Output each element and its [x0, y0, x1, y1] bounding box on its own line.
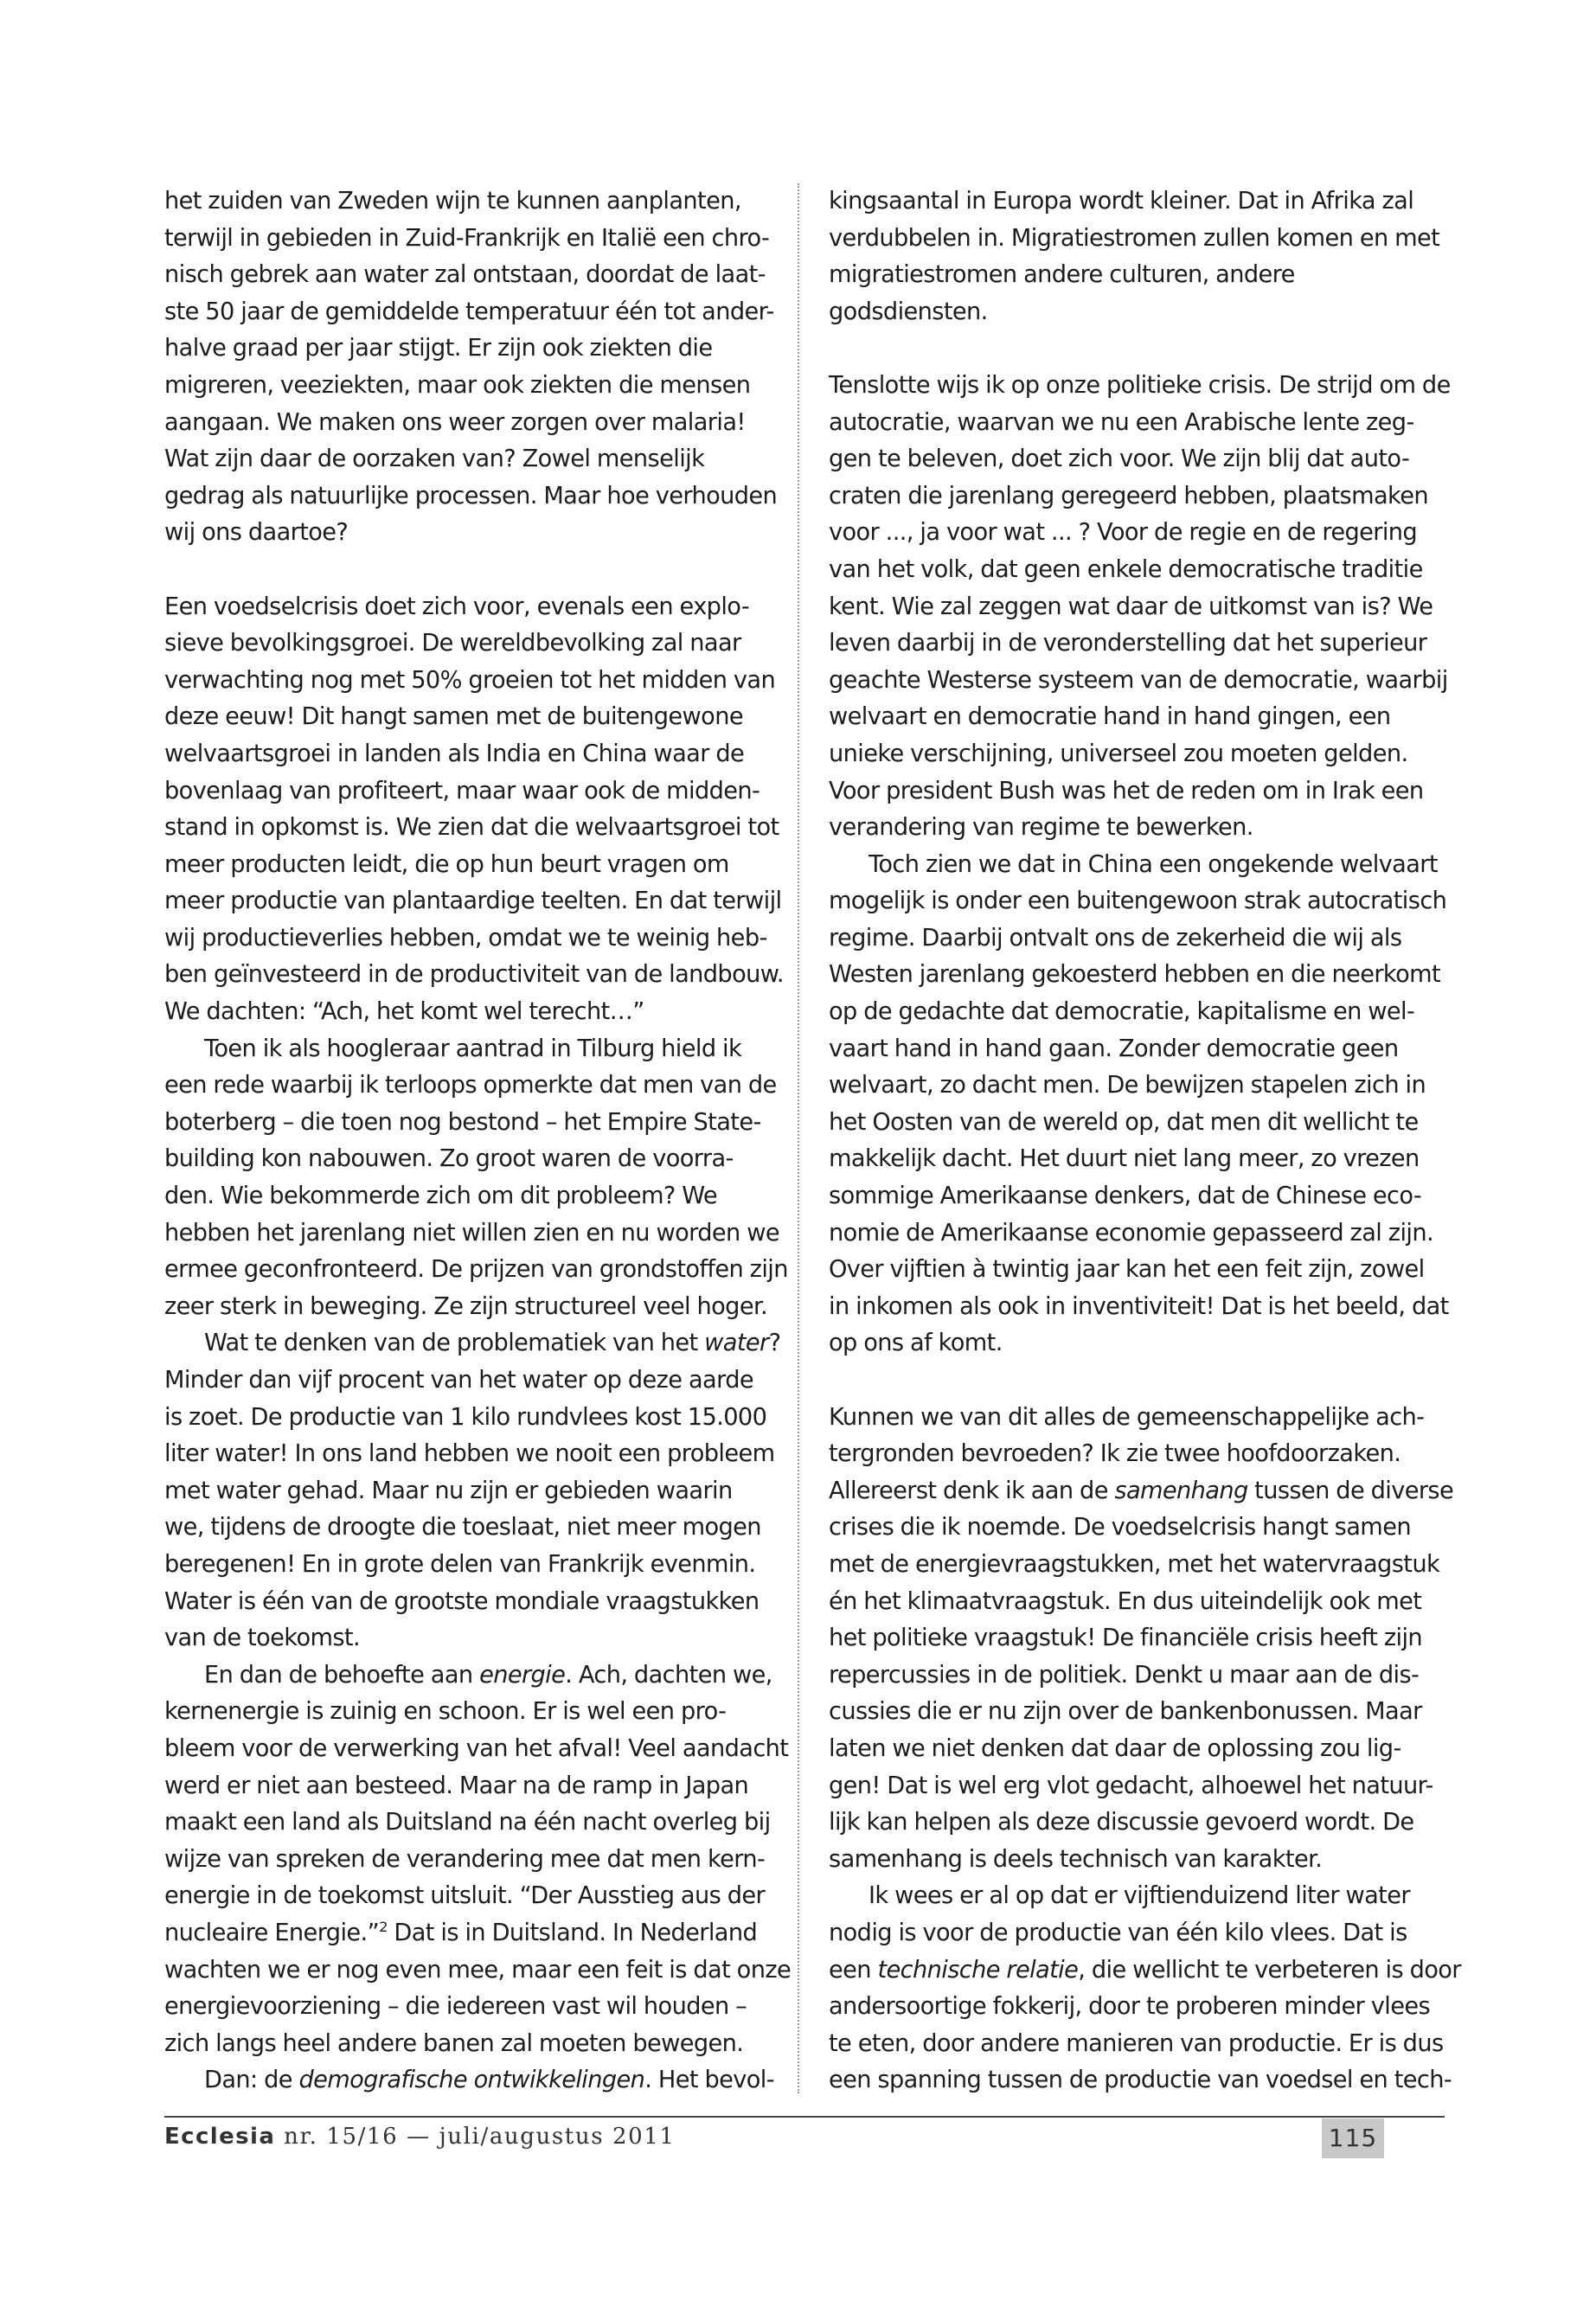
text-line: Ik wees er al op dat er vijftienduizend liter water [869, 1882, 1410, 1910]
text-line: nodig is voor de productie van één kilo vlees. Dat is [829, 1919, 1407, 1946]
text-line: Water is één van de grootste mondiale vraagstukken [164, 1587, 760, 1615]
text-line: regime. Daarbij ontvalt ons de zekerheid die wij als [829, 924, 1402, 952]
text-line: Toch zien we dat in China een ongekende welvaart [869, 850, 1438, 878]
text-line: werd er niet aan besteed. Maar na de ramp in Japan [164, 1772, 749, 1799]
text-line: nomie de Amerikaanse economie gepasseerd zal zijn. [829, 1219, 1434, 1247]
text-line: Kunnen we van dit alles de gemeenschappelijke ach- [829, 1403, 1425, 1431]
text-line: het politieke vraagstuk! De financiële crisis heeft zijn [829, 1625, 1423, 1652]
text-line: ben geïnvesteerd in de productiviteit van de landbouw. [164, 961, 784, 989]
text-line: van de toekomst. [164, 1625, 361, 1652]
text-line: energievoorziening – die iedereen vast wil houden – [164, 1993, 747, 2021]
text-line: bovenlaag van profiteert, maar waar ook de midden- [164, 777, 760, 804]
emphasis: water [704, 1330, 769, 1357]
emphasis: energie [479, 1661, 566, 1689]
issue-info: nr. 15/16 — juli/augustus 2011 [275, 2124, 676, 2150]
text-line: welvaart en democratie hand in hand gingen, een [829, 703, 1391, 731]
text-line: welvaart, zo dacht men. De bewijzen stapelen zich in [829, 1072, 1426, 1099]
text-line: beregenen! En in grote delen van Frankrijk evenmin. [164, 1550, 756, 1578]
text-line: Toen ik als hoogleraar aantrad in Tilburg hield ik [204, 1035, 742, 1062]
text-line: in inkomen als ook in inventiviteit! Dat is het beeld, dat [829, 1292, 1449, 1320]
text-line: wij ons daartoe? [164, 519, 349, 547]
text-line: een technische relatie, die wellicht te verbeteren is door [829, 1956, 1461, 1984]
text-line: voor ..., ja voor wat ... ? Voor de regie en de regering [829, 519, 1418, 547]
text-line: op ons af komt. [829, 1330, 1003, 1357]
text-line: kent. Wie zal zeggen wat daar de uitkomst van is? We [829, 593, 1433, 620]
text-line: lijk kan helpen als deze discussie gevoerd wordt. De [829, 1809, 1414, 1836]
text-line: gen te beleven, doet zich voor. We zijn blij dat auto- [829, 445, 1410, 473]
text-line: deze eeuw! Dit hangt samen met de buitengewone [164, 703, 743, 731]
text-line: we, tijdens de droogte die toeslaat, niet meer mogen [164, 1514, 761, 1541]
text-line: unieke verschijning, universeel zou moeten gelden. [829, 740, 1408, 767]
text-line: Westen jarenlang gekoesterd hebben en die neerkomt [829, 961, 1441, 989]
text-line: een rede waarbij ik terloops opmerkte dat men van de [164, 1072, 777, 1099]
text-line: Een voedselcrisis doet zich voor, evenals een explo- [164, 593, 750, 620]
paragraph [164, 1657, 792, 2063]
text-line: Tenslotte wijs ik op onze politieke crisis. De strijd om de [829, 371, 1451, 399]
text-line: Voor president Bush was het de reden om in Irak een [829, 777, 1424, 804]
text-line: mogelijk is onder een buitengewoon strak autocratisch [829, 888, 1447, 915]
text-line: het Oosten van de wereld op, dat men dit wellicht te [829, 1108, 1419, 1136]
text-line: den. Wie bekommerde zich om dit probleem? We [164, 1183, 718, 1210]
text-line: terwijl in gebieden in Zuid-Frankrijk en Italië een chro- [164, 224, 770, 252]
text-line: nisch gebrek aan water zal ontstaan, doordat de laat- [164, 261, 766, 289]
paragraph [164, 589, 787, 1031]
text-line: van het volk, dat geen enkele democratische traditie [829, 555, 1423, 583]
text-line: stand in opkomst is. We zien dat die welvaartsgroei tot [164, 814, 779, 842]
text-line: autocratie, waarvan we nu een Arabische lente zeg- [829, 408, 1414, 436]
text-line: Wat zijn daar de oorzaken van? Zowel menselijk [164, 445, 705, 473]
text-line: kernenergie is zuinig en schoon. Er is wel een pro- [164, 1698, 727, 1726]
text-line: craten die jarenlang geregeerd hebben, plaatsmaken [829, 482, 1428, 510]
text-line: cussies die er nu zijn over de bankenbonussen. Maar [829, 1698, 1422, 1726]
text-line: godsdiensten. [829, 298, 988, 325]
footer-journal-info [164, 2124, 676, 2150]
text-line: bleem voor de verwerking van het afval! Veel aandacht [164, 1734, 789, 1762]
paragraph [829, 183, 1445, 330]
text-line: maakt een land als Duitsland na één nacht overleg bij [164, 1809, 771, 1836]
text-line: gedrag als natuurlijke processen. Maar hoe verhouden [164, 482, 778, 510]
footer-rule [164, 2116, 1445, 2118]
emphasis: samenhang [1114, 1477, 1248, 1504]
text-line: leven daarbij in de veronderstelling dat het superieur [829, 630, 1427, 657]
text-line: vaart hand in hand gaan. Zonder democratie geen [829, 1035, 1399, 1062]
text-line: verdubbelen in. Migratiestromen zullen komen en met [829, 224, 1440, 252]
text-line: building kon nabouwen. Zo groot waren de voorra- [164, 1145, 734, 1173]
text-line: geachte Westerse systeem van de democratie, waarbij [829, 666, 1448, 694]
text-line: halve graad per jaar stijgt. Er zijn ook ziekten die [164, 335, 713, 362]
text-line: verwachting nog met 50% groeien tot het midden van [164, 666, 776, 694]
text-line: samenhang is deels technisch van karakter. [829, 1845, 1323, 1873]
text-line: makkelijk dacht. Het duurt niet lang meer, zo vrezen [829, 1145, 1420, 1173]
text-line: energie in de toekomst uitsluit. “Der Ausstieg aus der [164, 1882, 766, 1910]
emphasis: technische relatie [877, 1956, 1079, 1984]
text-line: op de gedachte dat democratie, kapitalisme en wel- [829, 998, 1415, 1026]
paragraph [164, 1325, 787, 1657]
text-line: Minder dan vijf procent van het water op deze aarde [164, 1367, 753, 1394]
text-line: zich langs heel andere banen zal moeten bewegen. [164, 2029, 744, 2057]
journal-name: Ecclesia [164, 2124, 276, 2150]
text-line: Over vijftien à twintig jaar kan het een feit zijn, zowel [829, 1256, 1425, 1284]
text-line: én het klimaatvraagstuk. En dus uiteindelijk ook met [829, 1587, 1422, 1615]
text-line: wachten we er nog even mee, maar een feit is dat onze [164, 1956, 792, 1984]
text-line: liter water! In ons land hebben we nooit een probleem [164, 1440, 775, 1468]
text-line: boterberg – die toen nog bestond – het Empire State- [164, 1108, 761, 1136]
text-line: kingsaantal in Europa wordt kleiner. Dat in Afrika zal [829, 188, 1414, 215]
text-line: een spanning tussen de productie van voedsel en tech- [829, 2067, 1452, 2094]
text-line: met de energievraagstukken, met het watervraagstuk [829, 1550, 1440, 1578]
text-line: laten we niet denken dat daar de oplossing zou lig- [829, 1734, 1401, 1762]
text-line: En dan de behoefte aan energie. Ach, dachten we, [204, 1661, 772, 1689]
paragraph [829, 1878, 1461, 2099]
text-line: wijze van spreken de verandering mee dat men kern- [164, 1845, 766, 1873]
text-line: Wat te denken van de problematiek van het water? [204, 1330, 781, 1357]
paragraph [164, 183, 787, 552]
right-column [829, 183, 1461, 2095]
text-line: Allereerst denk ik aan de samenhang tussen de diverse [829, 1477, 1454, 1504]
text-line: migratiestromen andere culturen, andere [829, 261, 1295, 289]
text-line: het zuiden van Zweden wijn te kunnen aanplanten, [164, 188, 741, 215]
text-line: ermee geconfronteerd. De prijzen van grondstoffen zijn [164, 1256, 788, 1284]
text-line: zeer sterk in beweging. Ze zijn structureel veel hoger. [164, 1292, 768, 1320]
text-line: We dachten: “Ach, het komt wel terecht…” [164, 998, 644, 1026]
text-line: gen! Dat is wel erg vlot gedacht, alhoewel het natuur- [829, 1772, 1433, 1799]
column-divider [798, 183, 799, 2093]
text-line: repercussies in de politiek. Denkt u maar aan de dis- [829, 1661, 1420, 1689]
text-line: sieve bevolkingsgroei. De wereldbevolking zal naar [164, 630, 741, 657]
footnote-marker[interactable]: 2 [379, 1918, 388, 1935]
text-line: hebben het jarenlang niet willen zien en nu worden we [164, 1219, 779, 1247]
text-line: te eten, door andere manieren van productie. Er is dus [829, 2029, 1444, 2057]
text-line: met water gehad. Maar nu zijn er gebieden waarin [164, 1477, 733, 1504]
paragraph [829, 1400, 1454, 1879]
paragraph [829, 847, 1449, 1362]
text-line: andersoortige fokkerij, door te proberen minder vlees [829, 1993, 1431, 2021]
left-column [164, 183, 792, 2095]
paragraph [164, 2062, 787, 2099]
paragraph [829, 368, 1451, 847]
text-line: migreren, veeziekten, maar ook ziekten die mensen [164, 371, 751, 399]
text-line: aangaan. We maken ons weer zorgen over malaria! [164, 408, 746, 436]
text-line: nucleaire Energie.”$^2$ Dat is in Duitsland. In Nederland [164, 1918, 758, 1946]
text-line: is zoet. De productie van 1 kilo rundvlees kost 15.000 [164, 1403, 767, 1431]
text-line: crises die ik noemde. De voedselcrisis hangt samen [829, 1514, 1411, 1541]
text-line: Dan: de demografische ontwikkelingen. Het bevol- [204, 2067, 774, 2094]
text-line: welvaartsgroei in landen als India en China waar de [164, 740, 745, 767]
paragraph [164, 1031, 787, 1326]
text-line: wij productieverlies hebben, omdat we te weinig heb- [164, 924, 767, 952]
text-line: meer producten leidt, die op hun beurt vragen om [164, 850, 729, 878]
text-line: tergronden bevroeden? Ik zie twee hoofdoorzaken. [829, 1440, 1401, 1468]
text-line: sommige Amerikaanse denkers, dat de Chinese eco- [829, 1183, 1422, 1210]
emphasis: demografische ontwikkelingen [298, 2067, 645, 2094]
text-line: verandering van regime te bewerken. [829, 814, 1253, 842]
text-line: ste 50 jaar de gemiddelde temperatuur één tot ander- [164, 298, 774, 325]
text-line: meer productie van plantaardige teelten. En dat terwijl [164, 888, 782, 915]
page-number: 115 [1322, 2118, 1384, 2158]
